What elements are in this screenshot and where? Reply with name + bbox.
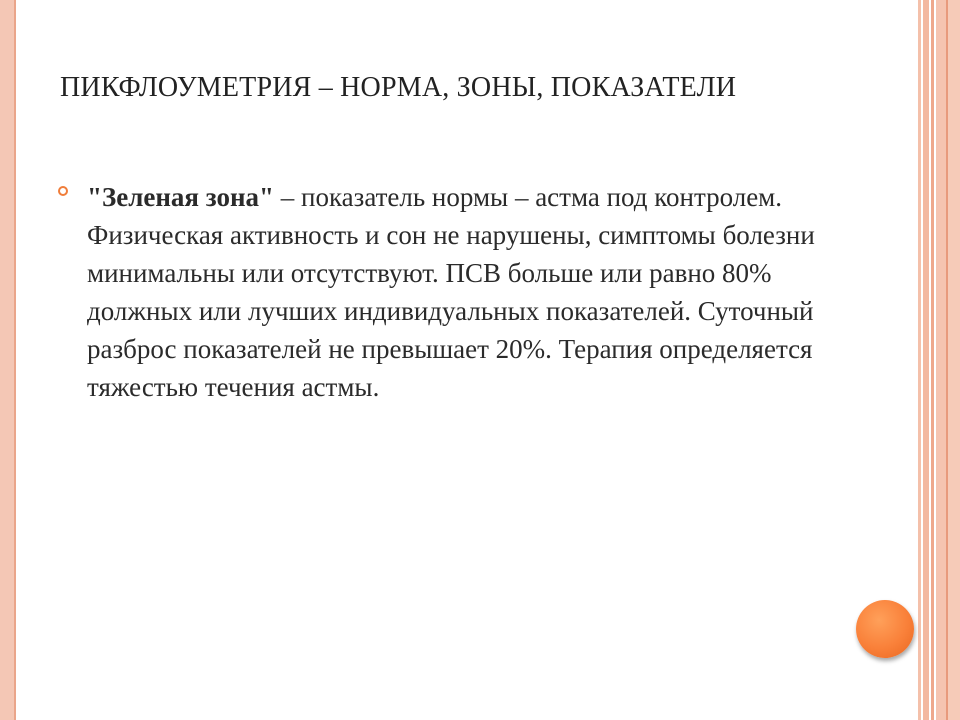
right-stripe-2 [923, 0, 929, 720]
bullet-body: – показатель нормы – астма под контролем. Физическая активность и сон не нарушены, симптомы болезни минимальны или отсутствуют. ПСВ больше или равно 80% должных или лучших индивидуальных показателей. Суточный разброс показателей не превышает 20%. Терапия определяется тяжестью течения астмы. [87, 182, 815, 402]
bullet-item [58, 178, 818, 406]
bullet-bold-lead: "Зеленая зона" [87, 182, 275, 212]
right-stripe-4 [936, 0, 946, 720]
right-stripe-6 [948, 0, 960, 720]
circle-bullet-icon [58, 186, 68, 196]
right-stripe-1 [918, 0, 921, 720]
left-border-decoration [0, 0, 14, 720]
left-border-line [14, 0, 16, 720]
right-stripe-3 [931, 0, 934, 720]
slide-title: ПИКФЛОУМЕТРИЯ – НОРМА, ЗОНЫ, ПОКАЗАТЕЛИ [60, 72, 737, 103]
bullet-text [87, 178, 818, 406]
orange-circle-decoration [856, 600, 914, 658]
